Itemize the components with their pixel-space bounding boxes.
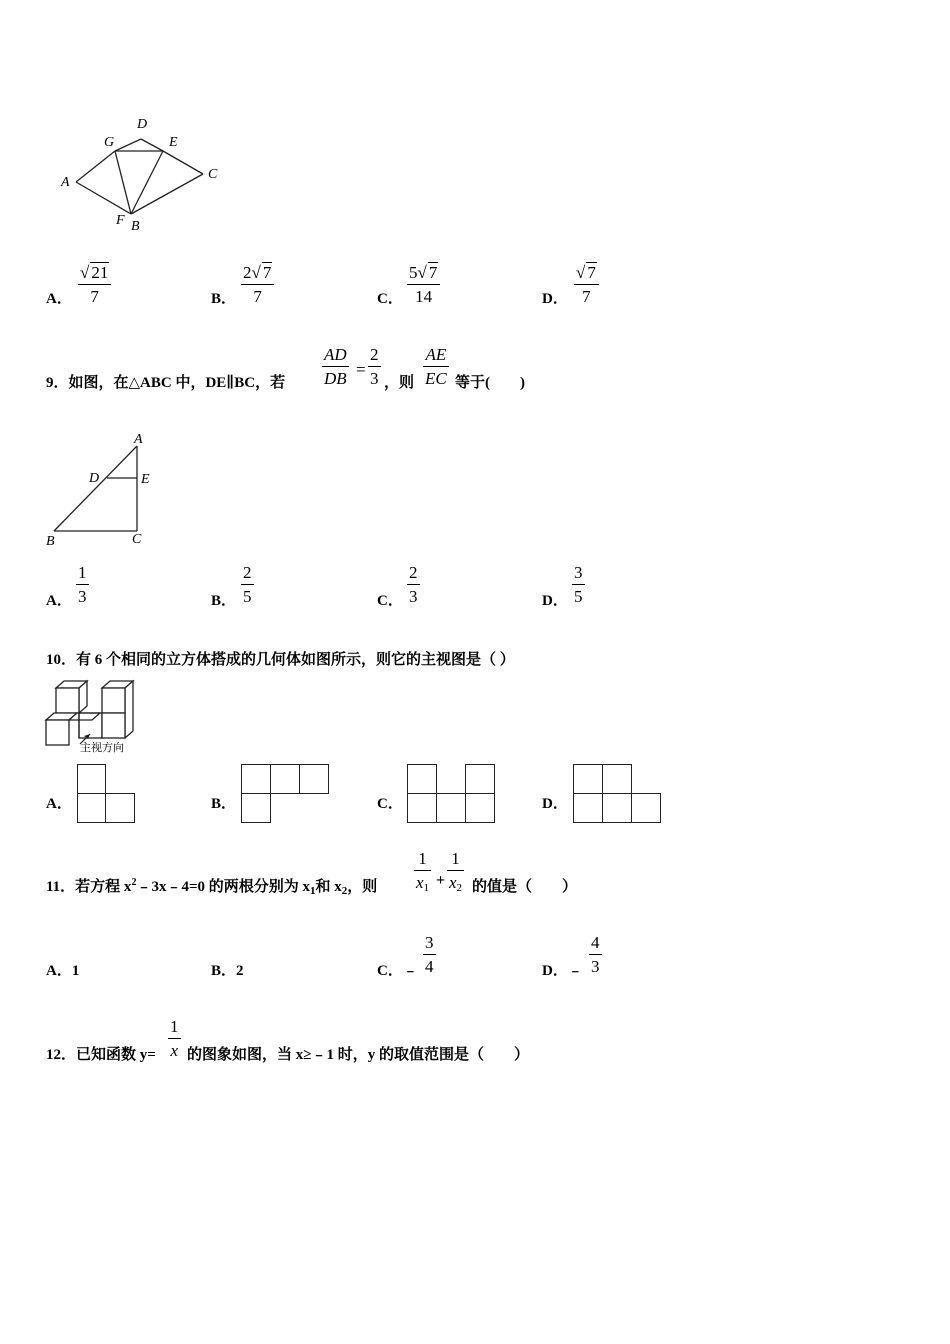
q11-option-d[interactable]: D．﹣ bbox=[542, 963, 583, 979]
q8-option-a-value: √ 21 7 bbox=[78, 264, 111, 305]
q9-equals: = bbox=[356, 360, 366, 379]
option-label: A． bbox=[46, 291, 72, 307]
label-g: G bbox=[104, 135, 115, 150]
label-a: A bbox=[61, 175, 70, 190]
q10-option-c[interactable]: C． bbox=[377, 796, 403, 812]
q8-option-c[interactable] bbox=[377, 287, 403, 308]
label-c: C bbox=[208, 167, 218, 182]
q8-option-b-value: 2√ 7 7 bbox=[241, 264, 274, 305]
label-c: C bbox=[132, 532, 142, 547]
q11-fraction-1-x2: 1 $x_2$ bbox=[449, 849, 463, 894]
q10-option-a[interactable]: A． bbox=[46, 796, 72, 812]
q9-fraction-2-3: 2 3 bbox=[370, 345, 379, 388]
q9-option-b[interactable]: B． bbox=[211, 593, 237, 609]
q10-option-c-view bbox=[407, 764, 495, 823]
q9-option-d[interactable]: D． bbox=[542, 593, 568, 609]
q11-option-c-value: 3 4 bbox=[425, 933, 434, 976]
label-d: D bbox=[137, 117, 148, 132]
q9-then: ，则 bbox=[384, 375, 415, 391]
q9-option-c-value: 2 3 bbox=[409, 563, 418, 606]
label-b: B bbox=[46, 534, 55, 549]
q10-option-a-view bbox=[77, 764, 135, 823]
figure-q8 bbox=[55, 112, 225, 237]
figure-q10-cubes bbox=[44, 678, 144, 754]
q11-plus: + bbox=[436, 872, 446, 889]
q8-option-b[interactable] bbox=[211, 287, 236, 308]
q12-tail: 的图象如图，当 x≥﹣1 时，y 的取值范围是（ ） bbox=[187, 1047, 529, 1063]
q11-option-c[interactable]: C．﹣ bbox=[377, 963, 418, 979]
label-d: D bbox=[89, 471, 100, 486]
q9-tail: 等于( ) bbox=[455, 375, 525, 391]
q8-option-c-value: 5√ 7 14 bbox=[407, 264, 440, 305]
option-label: C． bbox=[377, 291, 403, 307]
label-f: F bbox=[116, 213, 125, 228]
q9-fraction-ae-ec: AE EC bbox=[425, 345, 447, 388]
q10-option-d[interactable]: D． bbox=[542, 796, 568, 812]
q11-stem: 11．若方程 $x^2﹣3x﹣4=0$ 的两根分别为 $x_1$和 $x_2$，则 bbox=[46, 877, 378, 897]
q9-fraction-ad-db: AD DB bbox=[324, 345, 347, 388]
label-a: A bbox=[134, 432, 143, 447]
q10-option-b[interactable]: B． bbox=[211, 796, 237, 812]
label-e: E bbox=[141, 472, 150, 487]
q11-option-d-value: 4 3 bbox=[591, 933, 600, 976]
q9-option-c[interactable]: C． bbox=[377, 593, 403, 609]
option-label: D． bbox=[542, 291, 568, 307]
view-direction-label: 主视方向 bbox=[80, 741, 124, 754]
figure-q9 bbox=[40, 428, 170, 550]
q9-option-d-value: 3 5 bbox=[574, 563, 583, 606]
q12-fraction-1-x: 1 x bbox=[170, 1017, 179, 1060]
q9-stem: 9．如图，在△ABC 中，DE∥BC，若 bbox=[46, 375, 286, 391]
q11-tail: 的值是（ ） bbox=[472, 879, 578, 895]
q11-fraction-1-x1: 1 $x_1$ bbox=[416, 849, 430, 894]
q8-option-d[interactable] bbox=[542, 287, 568, 308]
label-b: B bbox=[131, 219, 140, 234]
q9-option-a-value: 1 3 bbox=[78, 563, 87, 606]
q8-option-a[interactable] bbox=[46, 287, 72, 308]
q11-option-b[interactable]: B．2 bbox=[211, 963, 244, 979]
q11-option-a[interactable]: A．1 bbox=[46, 963, 80, 979]
q9-option-a[interactable]: A． bbox=[46, 593, 72, 609]
q9-option-b-value: 2 5 bbox=[243, 563, 252, 606]
label-e: E bbox=[169, 135, 178, 150]
q10-option-b-view bbox=[241, 764, 329, 823]
q10-stem: 10．有 6 个相同的立方体搭成的几何体如图所示，则它的主视图是（ ） bbox=[46, 652, 515, 668]
q8-option-d-value: √ 7 7 bbox=[574, 264, 599, 305]
q10-option-d-view bbox=[573, 764, 661, 823]
q12-stem: 12．已知函数 y= bbox=[46, 1047, 156, 1063]
option-label: B． bbox=[211, 291, 237, 307]
